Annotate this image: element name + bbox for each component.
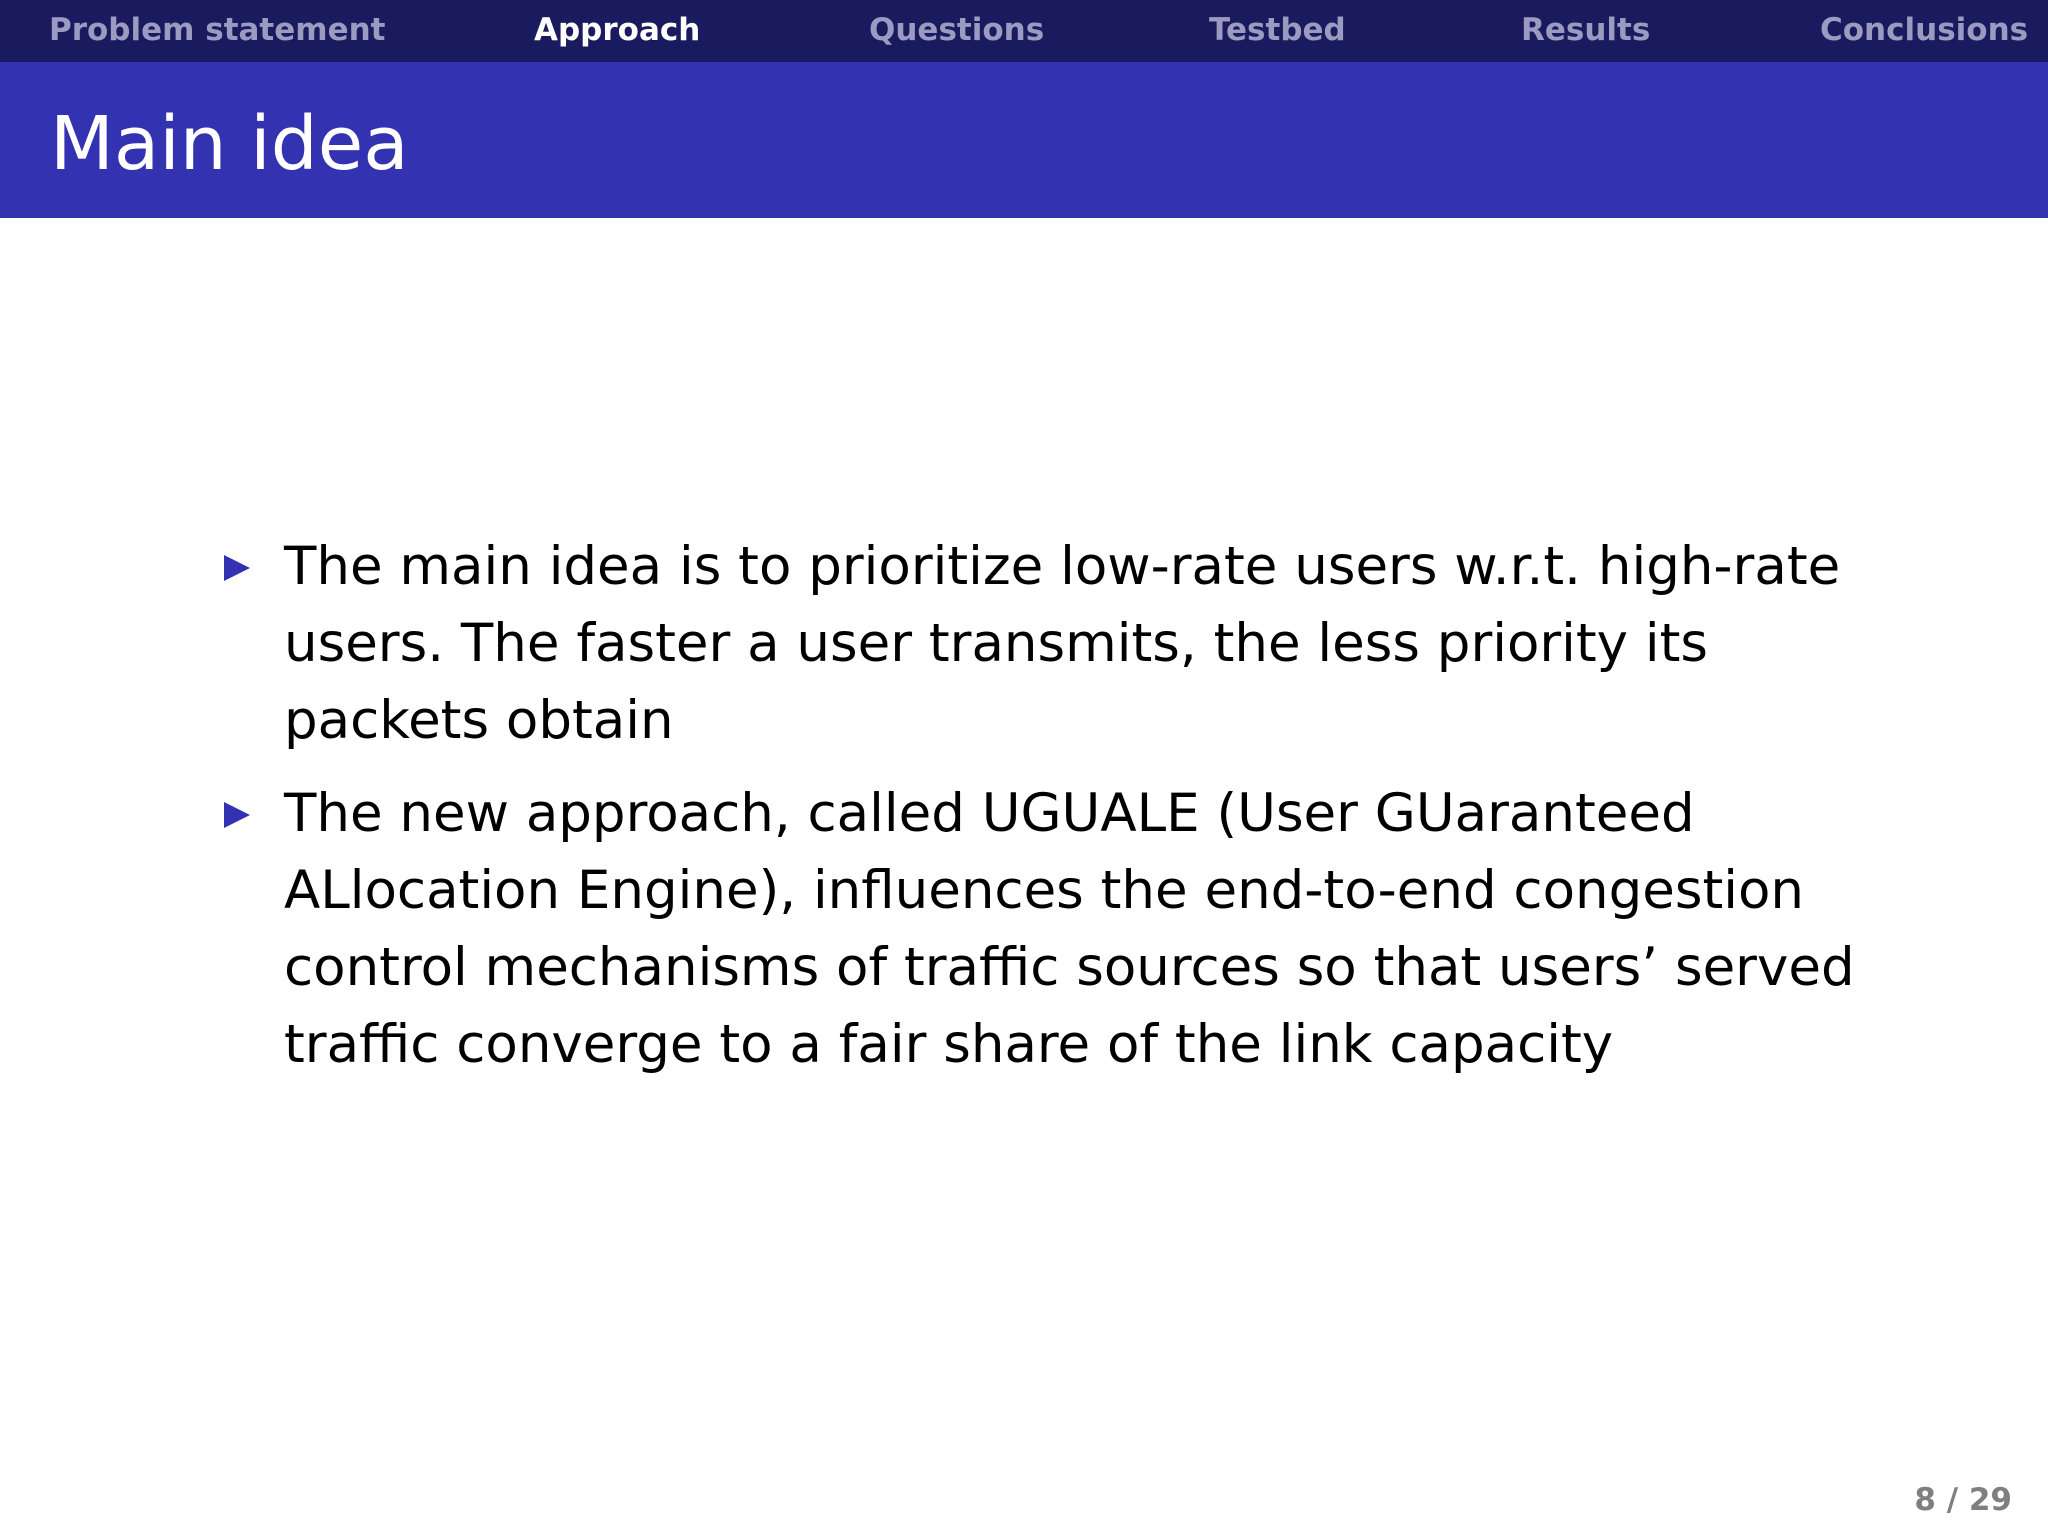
bullet-text: The new approach, called UGUALE (User GUaranteed ALlocation Engine), influences the end-to-end congestion control mechanisms of traffic sources so that users’ served traffic converge to a fair share of the link capacity bbox=[284, 783, 1855, 1075]
nav-item-questions[interactable]: Questions bbox=[869, 12, 1045, 48]
nav-item-problem-statement[interactable]: Problem statement bbox=[49, 12, 386, 48]
title-bar bbox=[0, 62, 2048, 218]
bullet-triangle-icon bbox=[224, 802, 250, 828]
nav-item-testbed[interactable]: Testbed bbox=[1209, 12, 1346, 48]
slide-content bbox=[220, 528, 1900, 1099]
nav-item-approach[interactable]: Approach bbox=[534, 12, 701, 48]
page-number: 8 / 29 bbox=[1914, 1482, 2012, 1518]
bullet-item bbox=[220, 528, 1900, 759]
bullet-triangle-icon bbox=[224, 555, 250, 581]
slide-title: Main idea bbox=[50, 101, 409, 187]
nav-item-conclusions[interactable]: Conclusions bbox=[1820, 12, 2029, 48]
bullet-item bbox=[220, 775, 1900, 1083]
nav-item-results[interactable]: Results bbox=[1521, 12, 1651, 48]
bullet-text: The main idea is to prioritize low-rate users w.r.t. high-rate users. The faster a user transmits, the less priority its packets obtain bbox=[284, 536, 1841, 751]
section-navigation-bar bbox=[0, 0, 2048, 62]
